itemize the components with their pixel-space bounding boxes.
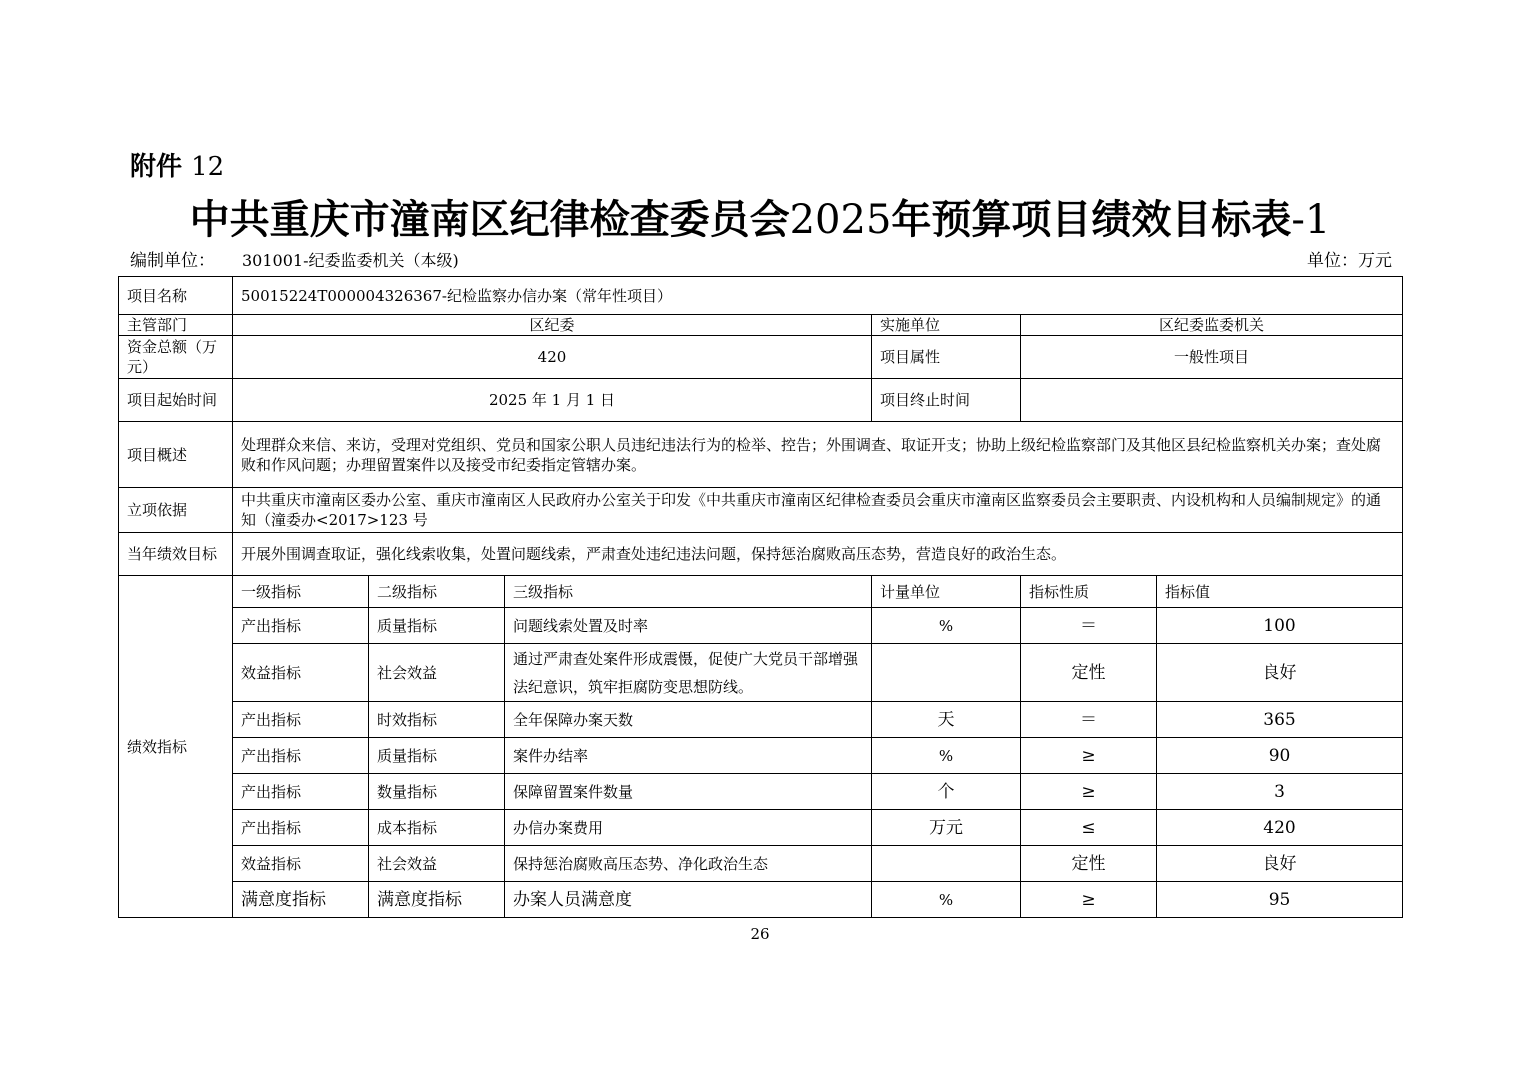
indicator-row — [119, 846, 1403, 882]
overview-row — [119, 422, 1403, 488]
performance-table — [118, 276, 1403, 918]
indicator-nature: ≥ — [1021, 774, 1157, 810]
attachment-number: 12 — [191, 152, 225, 182]
title-year: 2025 — [789, 197, 892, 243]
indicator-nature: ＝ — [1021, 608, 1157, 644]
indicator-level2: 成本指标 — [369, 810, 505, 846]
header-value: 指标值 — [1157, 576, 1403, 608]
currency-unit: 单位：万元 — [1307, 251, 1392, 271]
indicator-nature: 定性 — [1021, 644, 1157, 702]
indicator-nature: ≥ — [1021, 882, 1157, 918]
header-level2: 二级指标 — [369, 576, 505, 608]
indicator-level2: 满意度指标 — [369, 882, 505, 918]
impl-label: 实施单位 — [872, 315, 1021, 336]
end-value — [1021, 379, 1403, 422]
indicator-unit: % — [872, 608, 1021, 644]
indicator-unit: 个 — [872, 774, 1021, 810]
indicator-value: 365 — [1157, 702, 1403, 738]
basis-row — [119, 488, 1403, 533]
indicator-level3: 办案人员满意度 — [505, 882, 872, 918]
start-value: 2025 年 1 月 1 日 — [233, 379, 872, 422]
page-number: 26 — [750, 925, 770, 943]
indicator-level3: 通过严肃查处案件形成震慑，促使广大党员干部增强法纪意识，筑牢拒腐防变思想防线。 — [505, 644, 872, 702]
dept-label: 主管部门 — [119, 315, 233, 336]
dept-row — [119, 315, 1403, 336]
indicator-unit: % — [872, 882, 1021, 918]
indicator-nature: 定性 — [1021, 846, 1157, 882]
goal-label: 当年绩效目标 — [119, 533, 233, 576]
overview-label: 项目概述 — [119, 422, 233, 488]
indicator-level3: 全年保障办案天数 — [505, 702, 872, 738]
attachment-label — [130, 146, 224, 183]
indicator-header-row — [119, 576, 1403, 608]
indicator-value: 良好 — [1157, 644, 1403, 702]
header-level3: 三级指标 — [505, 576, 872, 608]
indicator-level1: 效益指标 — [233, 846, 369, 882]
time-row — [119, 379, 1403, 422]
fund-row — [119, 336, 1403, 379]
impl-value: 区纪委监委机关 — [1021, 315, 1403, 336]
title-middle: 年预算项目绩效目标表 — [891, 196, 1292, 243]
attr-label: 项目属性 — [872, 336, 1021, 379]
end-label: 项目终止时间 — [872, 379, 1021, 422]
title-suffix: -1 — [1291, 197, 1331, 243]
project-name-label: 项目名称 — [119, 277, 233, 315]
indicator-value: 良好 — [1157, 846, 1403, 882]
indicator-row — [119, 738, 1403, 774]
fund-label: 资金总额（万元） — [119, 336, 233, 379]
goal-value: 开展外围调查取证，强化线索收集，处置问题线索，严肃查处违纪违法问题，保持惩治腐败高压态势，营造良好的政治生态。 — [233, 533, 1403, 576]
indicator-nature: ＝ — [1021, 702, 1157, 738]
indicator-level2: 社会效益 — [369, 846, 505, 882]
indicator-nature: ≥ — [1021, 738, 1157, 774]
start-label: 项目起始时间 — [119, 379, 233, 422]
indicator-level3: 办信办案费用 — [505, 810, 872, 846]
compile-unit-value: 301001-纪委监委机关（本级) — [242, 251, 459, 270]
indicator-level3: 保障留置案件数量 — [505, 774, 872, 810]
attachment-text: 附件 — [130, 152, 183, 182]
indicator-row — [119, 882, 1403, 918]
indicator-value: 3 — [1157, 774, 1403, 810]
indicator-level1: 效益指标 — [233, 644, 369, 702]
attr-value: 一般性项目 — [1021, 336, 1403, 379]
indicator-nature: ≤ — [1021, 810, 1157, 846]
indicator-unit: % — [872, 738, 1021, 774]
indicator-value: 95 — [1157, 882, 1403, 918]
goal-row — [119, 533, 1403, 576]
indicator-level1: 满意度指标 — [233, 882, 369, 918]
fund-value: 420 — [233, 336, 872, 379]
indicator-value: 420 — [1157, 810, 1403, 846]
project-name-row — [119, 277, 1403, 315]
indicator-level2: 质量指标 — [369, 608, 505, 644]
indicator-row — [119, 774, 1403, 810]
indicator-row — [119, 810, 1403, 846]
indicator-level1: 产出指标 — [233, 702, 369, 738]
indicator-row — [119, 608, 1403, 644]
dept-value: 区纪委 — [233, 315, 872, 336]
indicator-row — [119, 644, 1403, 702]
indicator-unit: 天 — [872, 702, 1021, 738]
indicator-level1: 产出指标 — [233, 738, 369, 774]
indicator-level2: 社会效益 — [369, 644, 505, 702]
compile-unit-label: 编制单位： — [130, 251, 215, 271]
indicator-level1: 产出指标 — [233, 774, 369, 810]
indicator-unit — [872, 846, 1021, 882]
indicator-value: 100 — [1157, 608, 1403, 644]
project-name-value: 50015224T000004326367-纪检监察办信办案（常年性项目） — [233, 277, 1403, 315]
indicator-level3: 案件办结率 — [505, 738, 872, 774]
header-unit: 计量单位 — [872, 576, 1021, 608]
indicator-unit: 万元 — [872, 810, 1021, 846]
header-level1: 一级指标 — [233, 576, 369, 608]
header-nature: 指标性质 — [1021, 576, 1157, 608]
indicator-unit — [872, 644, 1021, 702]
indicators-section-label: 绩效指标 — [119, 576, 233, 918]
indicator-level3: 问题线索处置及时率 — [505, 608, 872, 644]
indicator-level2: 数量指标 — [369, 774, 505, 810]
overview-value: 处理群众来信、来访，受理对党组织、党员和国家公职人员违纪违法行为的检举、控告；外围调查、取证开支；协助上级纪检监察部门及其他区县纪检监察机关办案；查处腐败和作风问题；办理留置案件以及接受市纪委指定管辖办案。 — [233, 422, 1403, 488]
indicator-level1: 产出指标 — [233, 810, 369, 846]
basis-label: 立项依据 — [119, 488, 233, 533]
compile-unit-line — [130, 246, 1392, 271]
indicator-level2: 时效指标 — [369, 702, 505, 738]
indicator-value: 90 — [1157, 738, 1403, 774]
indicator-row — [119, 702, 1403, 738]
title-prefix: 中共重庆市潼南区纪律检查委员会 — [189, 196, 790, 243]
indicator-level2: 质量指标 — [369, 738, 505, 774]
basis-value: 中共重庆市潼南区委办公室、重庆市潼南区人民政府办公室关于印发《中共重庆市潼南区纪律检查委员会重庆市潼南区监察委员会主要职责、内设机构和人员编制规定》的通知（潼委办<2017>123 号 — [233, 488, 1403, 533]
indicator-level1: 产出指标 — [233, 608, 369, 644]
page-title — [0, 188, 1520, 245]
indicator-level3: 保持惩治腐败高压态势、净化政治生态 — [505, 846, 872, 882]
